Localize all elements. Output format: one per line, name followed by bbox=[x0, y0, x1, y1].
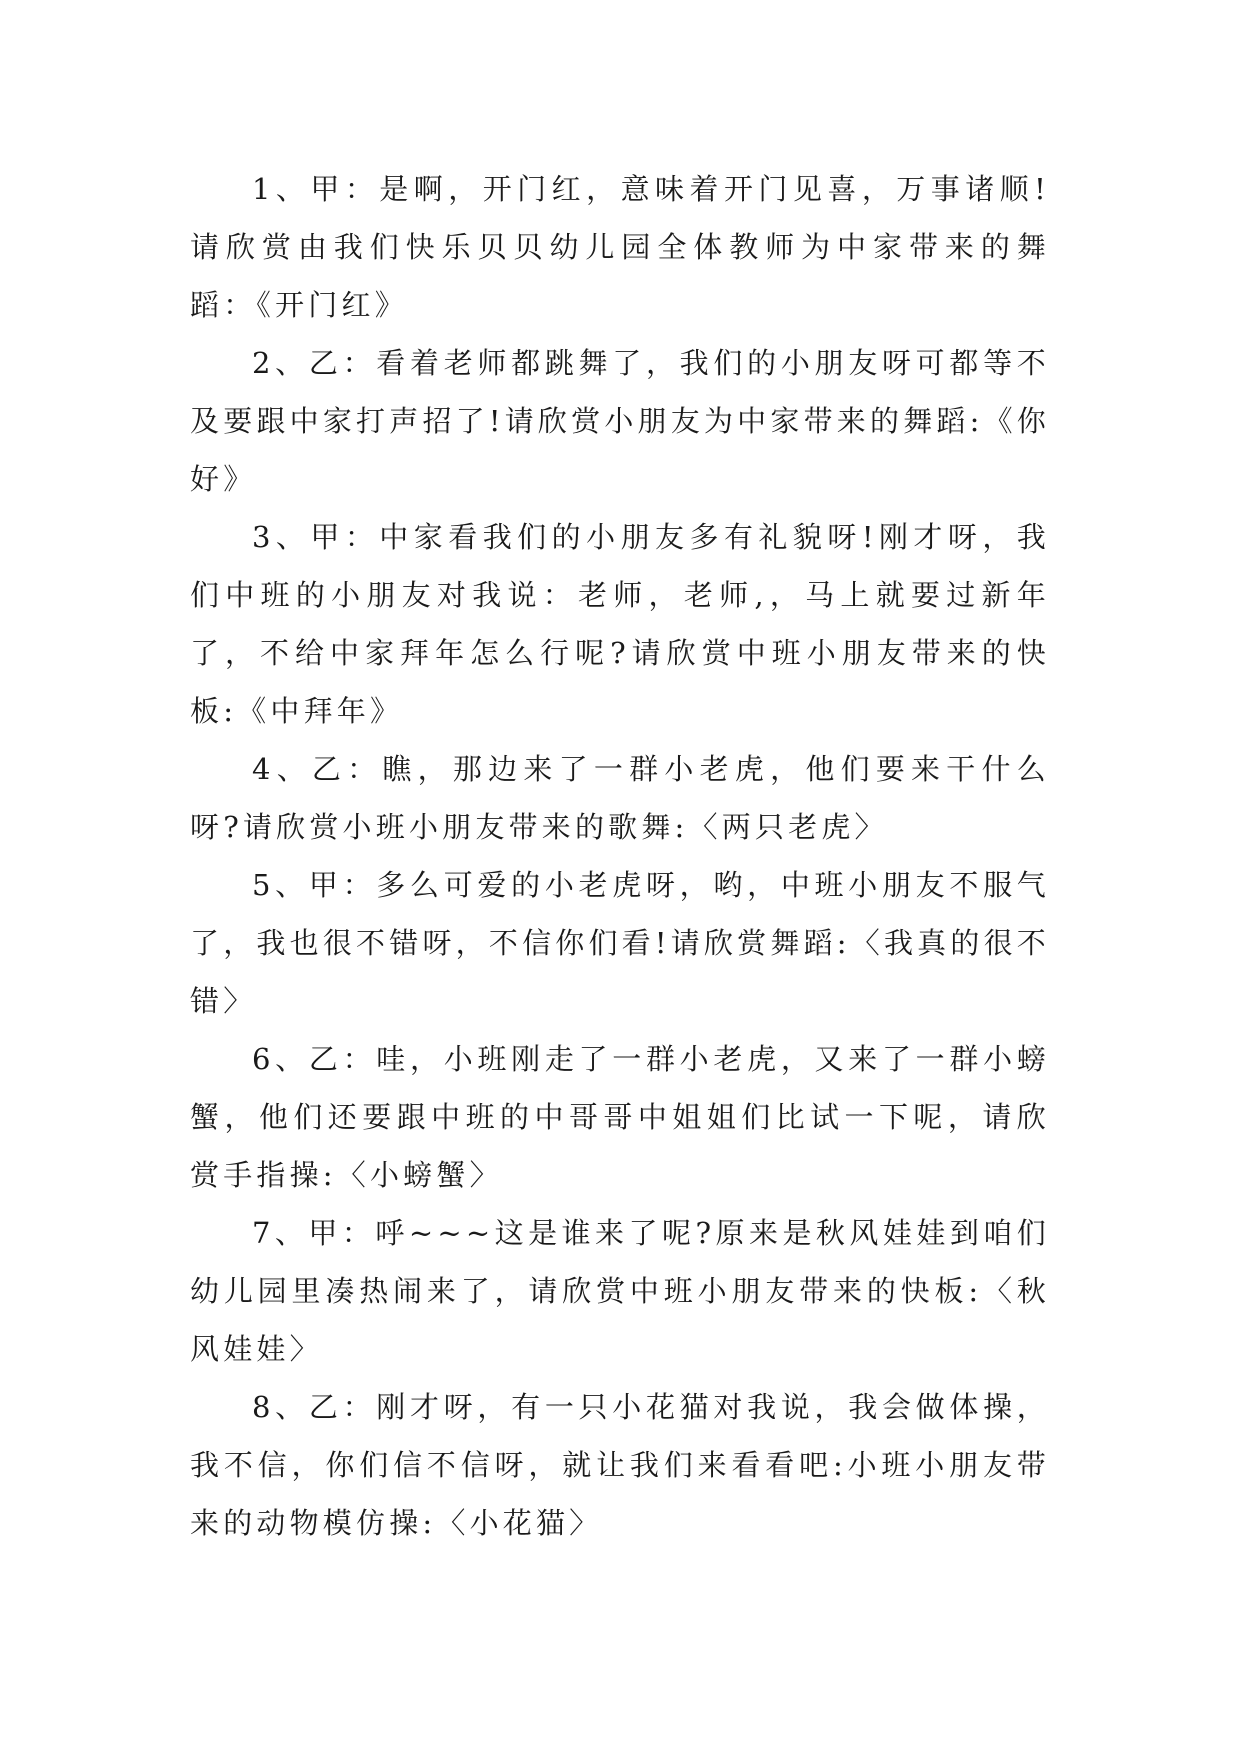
paragraph-3: 3、甲：中家看我们的小朋友多有礼貌呀!刚才呀，我们中班的小朋友对我说：老师，老师,，马上就要过新年了，不给中家拜年怎么行呢?请欣赏中班小朋友带来的快板:《中拜年》 bbox=[190, 520, 1050, 728]
paragraph-4: 4、乙：瞧，那边来了一群小老虎，他们要来干什么呀?请欣赏小班小朋友带来的歌舞:〈两只老虎〉 bbox=[190, 752, 1050, 844]
paragraph-1: 1、甲：是啊，开门红，意味着开门见喜，万事诸顺!请欣赏由我们快乐贝贝幼儿园全体教师为中家带来的舞蹈：《开门红》 bbox=[190, 172, 1050, 322]
paragraph-8: 8、乙：刚才呀，有一只小花猫对我说，我会做体操，我不信，你们信不信呀，就让我们来看看吧:小班小朋友带来的动物模仿操:〈小花猫〉 bbox=[190, 1390, 1050, 1540]
paragraph-6: 6、乙：哇，小班刚走了一群小老虎，又来了一群小螃蟹，他们还要跟中班的中哥哥中姐姐们比试一下呢，请欣赏手指操:〈小螃蟹〉 bbox=[190, 1042, 1050, 1192]
paragraph-7: 7、甲：呼~~~这是谁来了呢?原来是秋风娃娃到咱们幼儿园里凑热闹来了，请欣赏中班小朋友带来的快板:〈秋风娃娃〉 bbox=[190, 1216, 1050, 1366]
paragraph-2: 2、乙：看着老师都跳舞了，我们的小朋友呀可都等不及要跟中家打声招了!请欣赏小朋友为中家带来的舞蹈:《你好》 bbox=[190, 346, 1050, 496]
paragraph-5: 5、甲：多么可爱的小老虎呀，哟，中班小朋友不服气了，我也很不错呀，不信你们看!请欣赏舞蹈:〈我真的很不错〉 bbox=[190, 868, 1050, 1018]
document-body bbox=[190, 160, 1050, 1552]
